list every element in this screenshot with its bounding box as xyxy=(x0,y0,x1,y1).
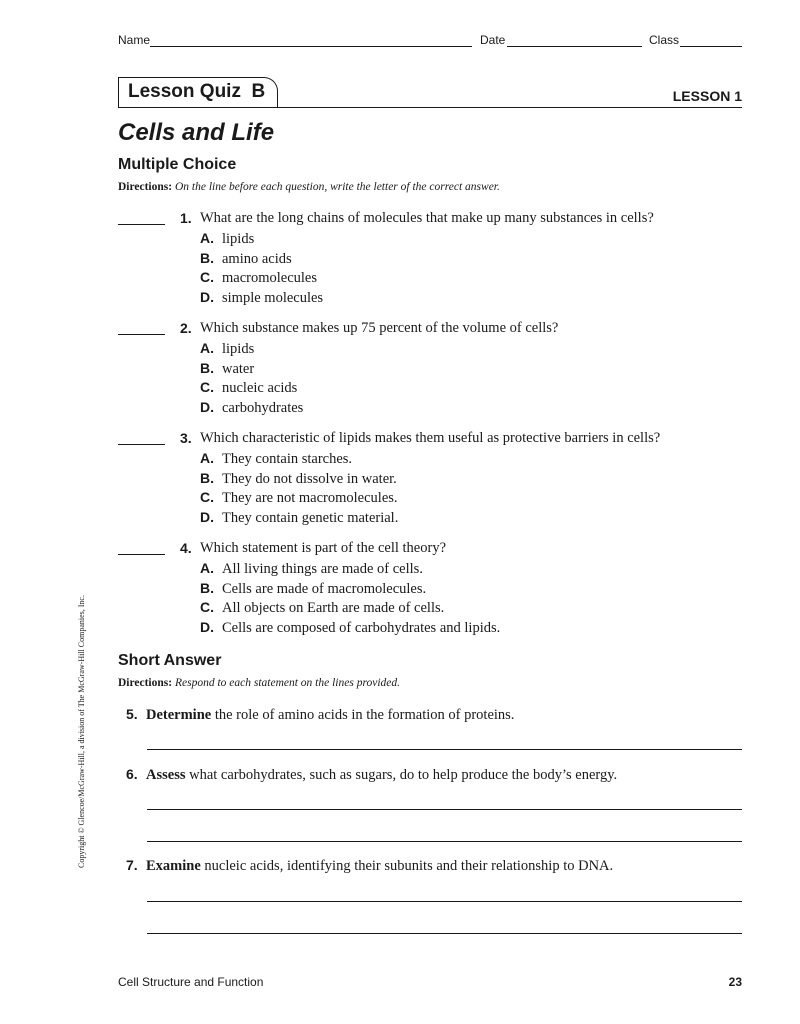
name-field[interactable] xyxy=(150,46,472,47)
question-number: 3. xyxy=(180,430,192,446)
option-a: A. lipids xyxy=(200,230,255,247)
answer-blank[interactable] xyxy=(118,224,165,225)
page-number: 23 xyxy=(728,975,742,989)
option-a: A. All living things are made of cells. xyxy=(200,560,423,577)
footer-unit-title: Cell Structure and Function xyxy=(118,975,264,989)
directions-text: On the line before each question, write the letter of the correct answer. xyxy=(172,181,500,193)
lesson-label: LESSON 1 xyxy=(672,88,742,104)
answer-line[interactable] xyxy=(147,809,742,810)
option-d: D. They contain genetic material. xyxy=(200,508,399,526)
option-c: C. nucleic acids xyxy=(200,379,298,396)
option-b: B. Cells are made of macromolecules. xyxy=(200,579,427,597)
answer-line[interactable] xyxy=(147,901,742,902)
directions-label: Directions: xyxy=(118,677,173,689)
short-answer-7: 7. Examine nucleic acids, identifying their subunits and their relationship to DNA. xyxy=(126,857,614,874)
page-title: Cells and Life xyxy=(118,119,275,146)
quiz-tab xyxy=(118,77,278,107)
date-field[interactable] xyxy=(507,46,642,47)
option-d: D. carbohydrates xyxy=(200,398,304,416)
answer-line[interactable] xyxy=(147,933,742,934)
short-answer-6: 6. Assess what carbohydrates, such as sugars, do to help produce the body’s energy. xyxy=(126,766,618,783)
header-rule xyxy=(118,107,742,108)
class-label: Class xyxy=(649,33,680,47)
answer-line[interactable] xyxy=(147,749,742,750)
quiz-tab-label: Lesson Quiz B xyxy=(128,81,266,102)
date-label: Date xyxy=(480,33,506,47)
option-c: C. All objects on Earth are made of cells. xyxy=(200,599,445,616)
copyright-notice: Copyright © Glencoe/McGraw-Hill, a division of The McGraw-Hill Companies, Inc. xyxy=(77,595,86,868)
option-a: A. lipids xyxy=(200,340,255,357)
question-text: What are the long chains of molecules that make up many substances in cells? xyxy=(200,210,654,226)
question-text: Which substance makes up 75 percent of the volume of cells? xyxy=(200,320,559,336)
name-label: Name xyxy=(118,33,151,47)
option-b: B. amino acids xyxy=(200,249,292,267)
answer-blank[interactable] xyxy=(118,444,165,445)
directions-text: Respond to each statement on the lines provided. xyxy=(172,677,401,689)
directions-label: Directions: xyxy=(118,181,173,193)
option-d: D. simple molecules xyxy=(200,288,324,306)
question-number: 2. xyxy=(180,320,192,336)
option-b: B. They do not dissolve in water. xyxy=(200,469,397,487)
answer-line[interactable] xyxy=(147,841,742,842)
question-number: 4. xyxy=(180,540,192,556)
multiple-choice-heading: Multiple Choice xyxy=(118,156,237,173)
option-d: D. Cells are composed of carbohydrates and lipids. xyxy=(200,618,501,636)
question-text: Which characteristic of lipids makes them useful as protective barriers in cells? xyxy=(200,430,661,446)
option-c: C. They are not macromolecules. xyxy=(200,489,398,506)
option-b: B. water xyxy=(200,359,255,377)
class-field[interactable] xyxy=(680,46,742,47)
option-c: C. macromolecules xyxy=(200,269,318,286)
question-text: Which statement is part of the cell theory? xyxy=(200,540,447,556)
answer-blank[interactable] xyxy=(118,554,165,555)
question-number: 1. xyxy=(180,210,192,226)
multiple-choice-directions xyxy=(118,181,500,193)
option-a: A. They contain starches. xyxy=(200,450,353,467)
student-info-header xyxy=(118,33,742,51)
answer-blank[interactable] xyxy=(118,334,165,335)
short-answer-directions xyxy=(118,677,400,689)
short-answer-5: 5. Determine the role of amino acids in the formation of proteins. xyxy=(126,706,515,723)
short-answer-heading: Short Answer xyxy=(118,652,222,669)
